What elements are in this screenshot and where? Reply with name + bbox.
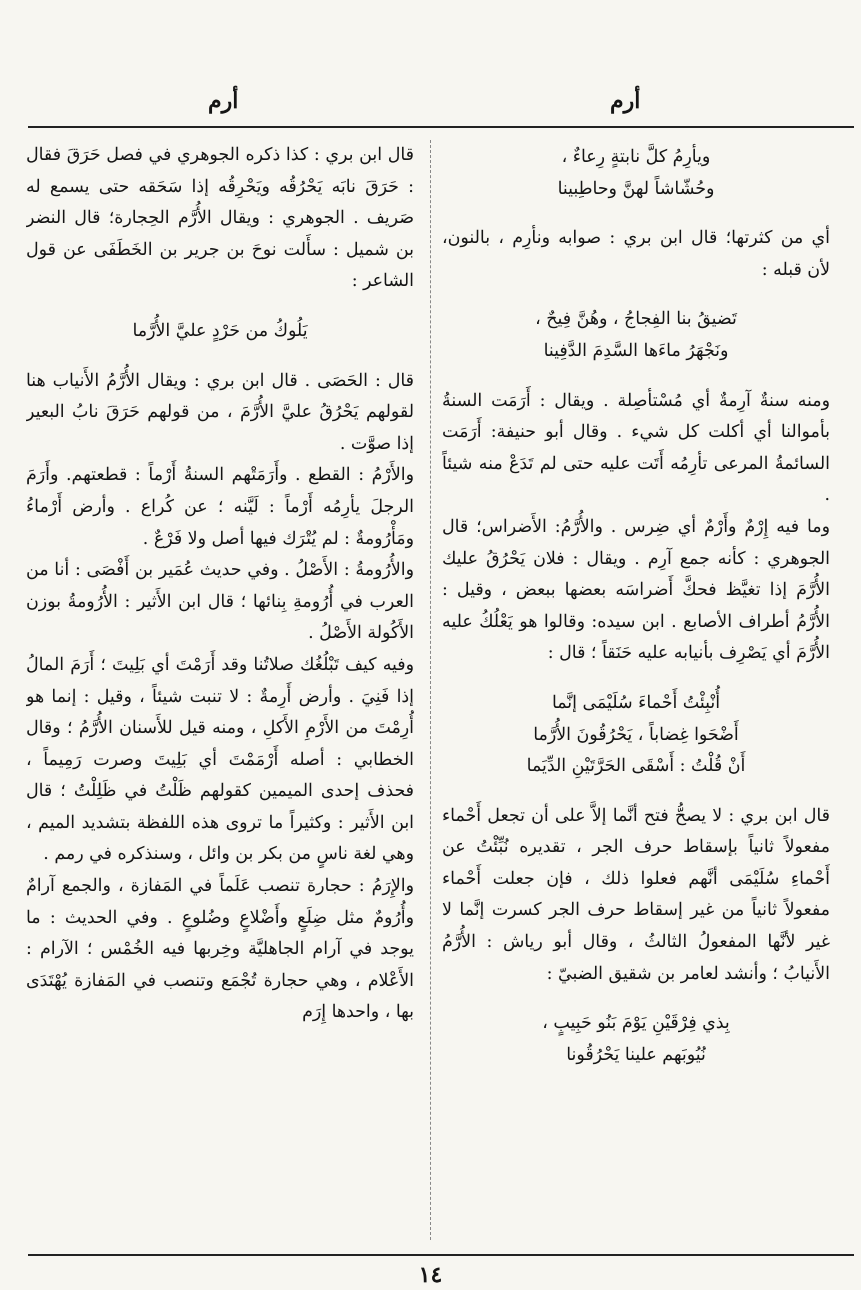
verse-line: نُيُوبَهم علينا يَحْرُقُونا [566,1044,706,1065]
entry-paragraph: وما فيه إِرْمٌ وأَرْمٌ أي ضِرس . والأُرَّمُ: الأَضراس؛ قال الجوهري : كأنه جمع آرِم . ويقال : فلان يَحْرُقُ عليك الأُرَّمَ إذا تغيَّظ فحكَّ أَضراسَه بعضها ببعض ، وقيل : الأُرَّمُ أطراف الأصابع . ابن سيده: وقالوا هو يَعْلُكُ عليه الأُرَّمَ أي يَصْرِف بأنيابه عليه حَنَقاً ؛ قال : [442,516,830,664]
verse-line: أَنْ قُلْتُ : أَسْقَى الحَرَّتَيْنِ الدِّيَما [526,756,746,777]
footer-rule [28,1254,854,1256]
header-rule [28,126,854,128]
entry-paragraph: أي من كثرتها؛ قال ابن بري : صوابه ونأرِم ، بالنون، لأن قبله : [442,228,830,280]
verse-line: ويأرِمُ كلَّ نابتةٍ رِعاءٌ ، [561,147,711,167]
entry-paragraph: قال : الحَصَى . قال ابن بري : ويقال الأُرَّمُ الأَنياب هنا لقولهم يَحْرُقُ عليَّ الأُرَّمَ ، من قولهم حَرَقَ نابُ البعير إذا صوَّت . [26,370,414,454]
running-header-right: أرم [610,88,641,114]
entry-paragraph: وفيه كيف تَبْلُغُك صلاتُنا وقد أَرَمْتَ أي بَلِيتَ ؛ أَرَمَ المالُ إذا فَنِيَ . وأرض أَرِمةٌ : لا تنبت شيئاً ، وقيل : إنما هو أُرِمْتَ من الأَرْمِ الأَكلِ ، ومنه قيل للأَسنان الأُرَّمُ ؛ وقال الخطابي : أصله أَرْمَمْتَ أي بَلِيتَ وصرت رَمِيماً ، فحذف إحدى الميمين كقولهم ظَلْتُ في ظَلِلْتُ ؛ قال ابن الأَثير : وكثيراً ما تروى هذه اللفظة بتشديد الميم ، وهي لغة ناسٍ من بكر بن وائل ، وسنذكره في رمم . [26,654,414,865]
running-header-left: أرم [208,88,239,114]
entry-paragraph: قال ابن بري : كذا ذكره الجوهري في فصل حَرَقَ فقال : حَرَقَ نابَه يَحْرُقُه ويَحْرِقُه إذا سَحَقه حتى يسمع له صَريف . الجوهري : ويقال الأُرَّم الحِجارة؛ قال النضر بن شميل : سأَلت نوحَ بن جرير بن الخَطَفَى عن قول الشاعر : [26,145,414,292]
verse-line: أُنْبِئْتُ أَحْماءَ سُلَيْمَى إنَّما [551,692,721,713]
verse-line: تَضيقُ بنا الفِجاجُ ، وهُنَّ فِيحٌ ، [535,309,737,330]
verse-line: ونَجْهَرُ ماءَها السَّدِمَ الدَّفِينا [543,340,729,361]
left-column [26,140,414,1242]
entry-paragraph: والأَرْمُ : القطع . وأَرَمَتْهم السنةُ أَرْماً : قطعتهم. وأَرَمَ الرجلَ يأرِمُه أَرْماً : لَيَّنه ؛ عن كُراع . وأرض أَرْماءُ ومَأْرُومةٌ : لم يُتْرَك فيها أصل ولا فَرْعٌ . [26,465,414,549]
page-number: ١٤ [418,1262,443,1288]
verse-line: أَضْحَوا غِضاباً ، يَحْرُقُونَ الأُرَّما [533,724,739,745]
verse-line: يَلُوكُ من حَرْدٍ عليَّ الأُرَّما [132,320,308,341]
entry-paragraph: ومنه سنةٌ آرِمةٌ أي مُسْتأصِلة . ويقال : أَرَمَت السنةُ بأموالنا أي أكلت كل شيء . وقال أبو حنيفة: أَرَمَت السائمةُ المرعى تأرِمُه أَتَت عليه حتى لم تَدَعْ منه شيئاً . [442,390,830,506]
column-divider [430,140,431,1240]
entry-paragraph: والإِرَمُ : حجارة تنصب عَلَماً في المَفازة ، والجمع آرامٌ وأُرُومٌ مثل ضِلَعٍ وأَضْلاعٍ وضُلوعٍ . وفي الحديث : ما يوجد في آرام الجاهليَّة وخِربها فيه الخُمْس ؛ الآرام : الأَعْلام ، وهي حجارة تُجْمَع وتنصب في المَفازة يُهْتَدَى بها ، واحدها إِرَم [26,876,414,1023]
right-column [442,140,830,1242]
entry-paragraph: قال ابن بري : لا يصحُّ فتح أنَّما إلاَّ على أن تجعل أَحْماء مفعولاً ثانياً بإسقاط حرف الجر ، تقديره نُبِّئْتُ عن أَحْماءِ سُلَيْمَى أنَّهم فعلوا ذلك ، فإن جعلت أَحْماء مفعولاً ثانياً من غير إسقاط حرف الجر كسرت إنَّما لا غير لأنَّها المفعولُ الثالثُ ، وقال أبو رياش : الأُرَّمُ الأَنيابُ ؛ وأنشد لعامر بن شقيق الضبيّ : [442,805,830,984]
verse-line: وحُشّاشاً لهنَّ وحاطِبينا [557,178,715,199]
entry-paragraph: والأُرُومةُ : الأَصْلُ . وفي حديث عُمَير بن أَفْصَى : أنا من العرب في أُرُومةِ بِنائها ؛ قال ابن الأَثير : الأُرُومةُ بوزن الأَكُولة الأَصْلُ . [26,560,414,644]
verse-line: بِذي فِرْقَيْنِ يَوْمَ بَنُو حَبِيبٍ ، [542,1013,730,1034]
